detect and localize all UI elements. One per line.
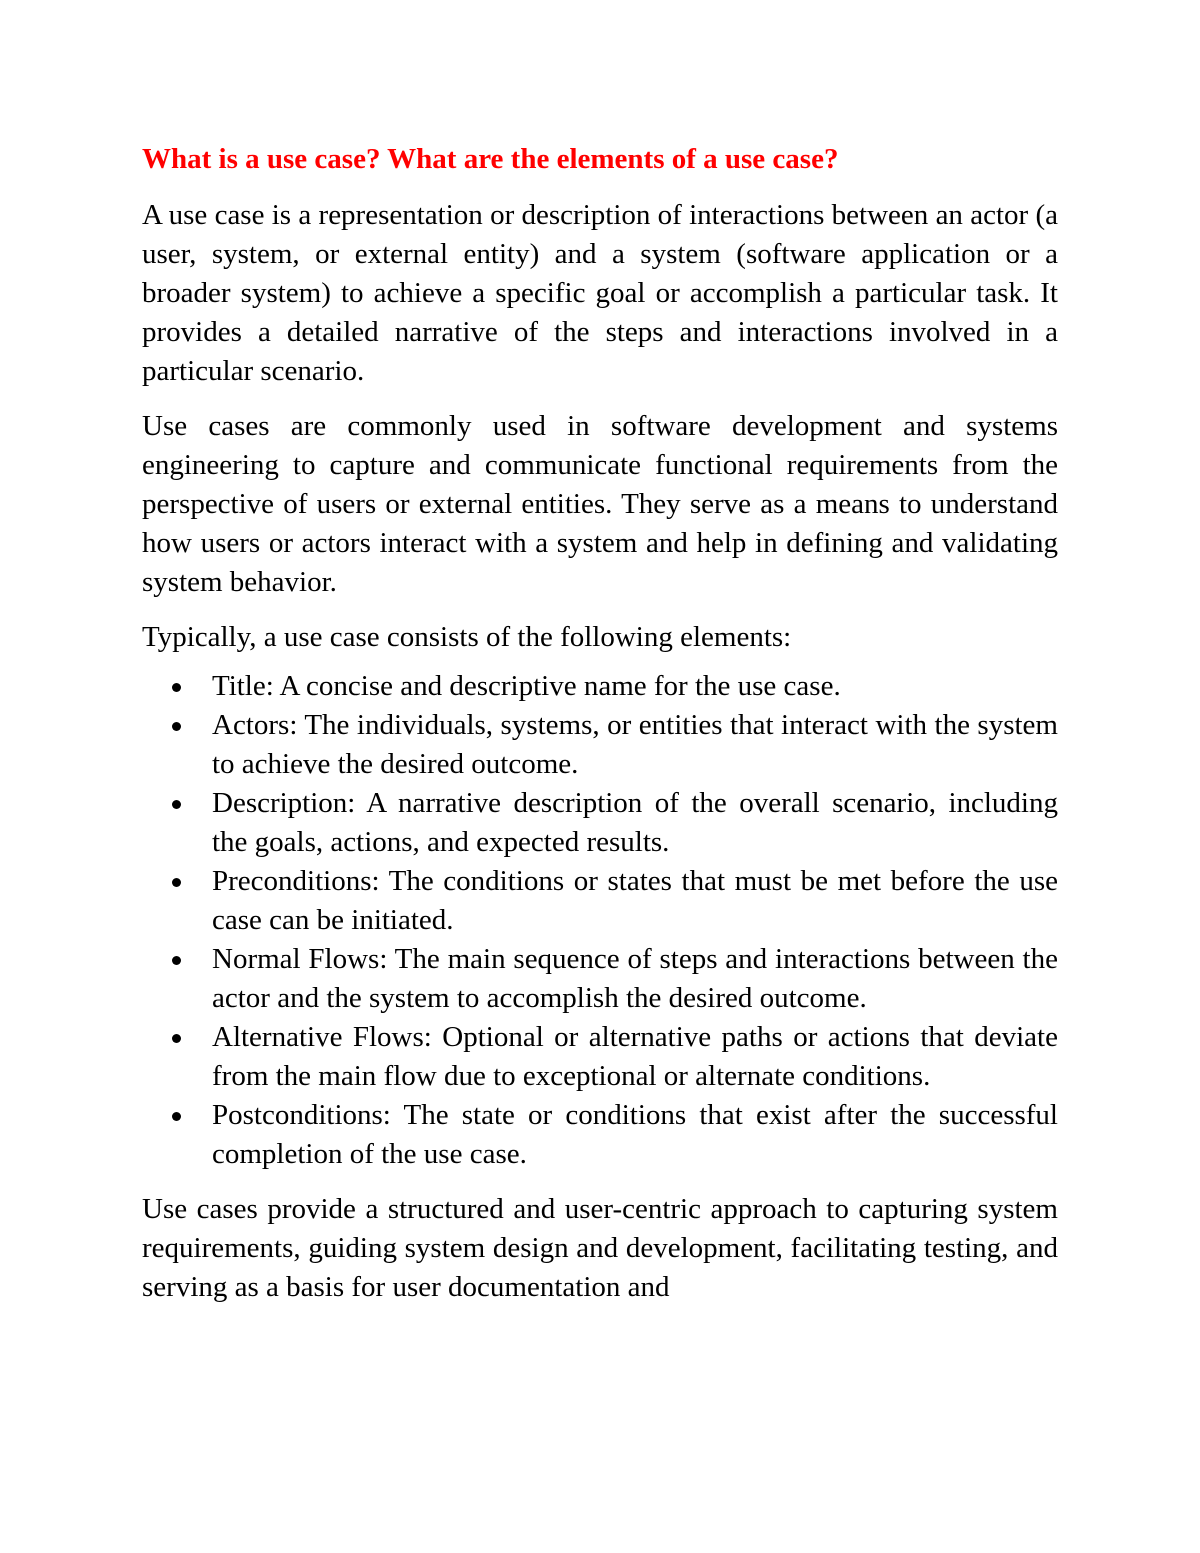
bullet-icon (172, 956, 181, 965)
list-item-text: Normal Flows: The main sequence of steps and interactions between the actor and the system to accomplish the desired outcome. (212, 943, 1058, 1014)
list-item-preconditions (142, 862, 1058, 940)
definition-paragraph: A use case is a representation or description of interactions between an actor (a user, system, or external entity) and a system (software application or a broader system) to achieve a specific goal or accomplish a particular task. It provides a detailed narrative of the steps and interactions involved in a particular scenario. (142, 199, 1058, 387)
bullet-icon (172, 1112, 181, 1121)
list-item-title (142, 667, 1058, 706)
list-item-text: Actors: The individuals, systems, or entities that interact with the system to achieve the desired outcome. (212, 709, 1058, 780)
list-item-normal-flows (142, 940, 1058, 1018)
bullet-icon (172, 800, 181, 809)
list-item-postconditions (142, 1096, 1058, 1174)
elements-intro: Typically, a use case consists of the following elements: (142, 621, 792, 653)
bullet-icon (172, 683, 181, 692)
list-item-text: Postconditions: The state or conditions that exist after the successful completion of the use case. (212, 1099, 1058, 1170)
list-item-text: Description: A narrative description of the overall scenario, including the goals, actions, and expected results. (212, 787, 1058, 858)
list-item-text: Preconditions: The conditions or states that must be met before the use case can be initiated. (212, 865, 1058, 936)
closing-paragraph: Use cases provide a structured and user-centric approach to capturing system requirements, guiding system design and development, facilitating testing, and serving as a basis for user documentation and (142, 1193, 1058, 1303)
list-item-text: Title: A concise and descriptive name for the use case. (212, 670, 841, 702)
bullet-icon (172, 878, 181, 887)
list-item-actors (142, 706, 1058, 784)
question-heading: What is a use case? What are the elements of a use case? (142, 143, 839, 175)
usage-paragraph: Use cases are commonly used in software development and systems engineering to capture and communicate functional requirements from the perspective of users or external entities. They serve as a means to understand how users or actors interact with a system and help in defining and validating system behavior. (142, 410, 1058, 598)
document-body (142, 137, 1058, 1323)
list-item-text: Alternative Flows: Optional or alternative paths or actions that deviate from the main flow due to exceptional or alternate conditions. (212, 1021, 1058, 1092)
list-item-description (142, 784, 1058, 862)
bullet-icon (172, 1034, 181, 1043)
list-item-alternative-flows (142, 1018, 1058, 1096)
elements-list (142, 667, 1058, 1174)
bullet-icon (172, 722, 181, 731)
